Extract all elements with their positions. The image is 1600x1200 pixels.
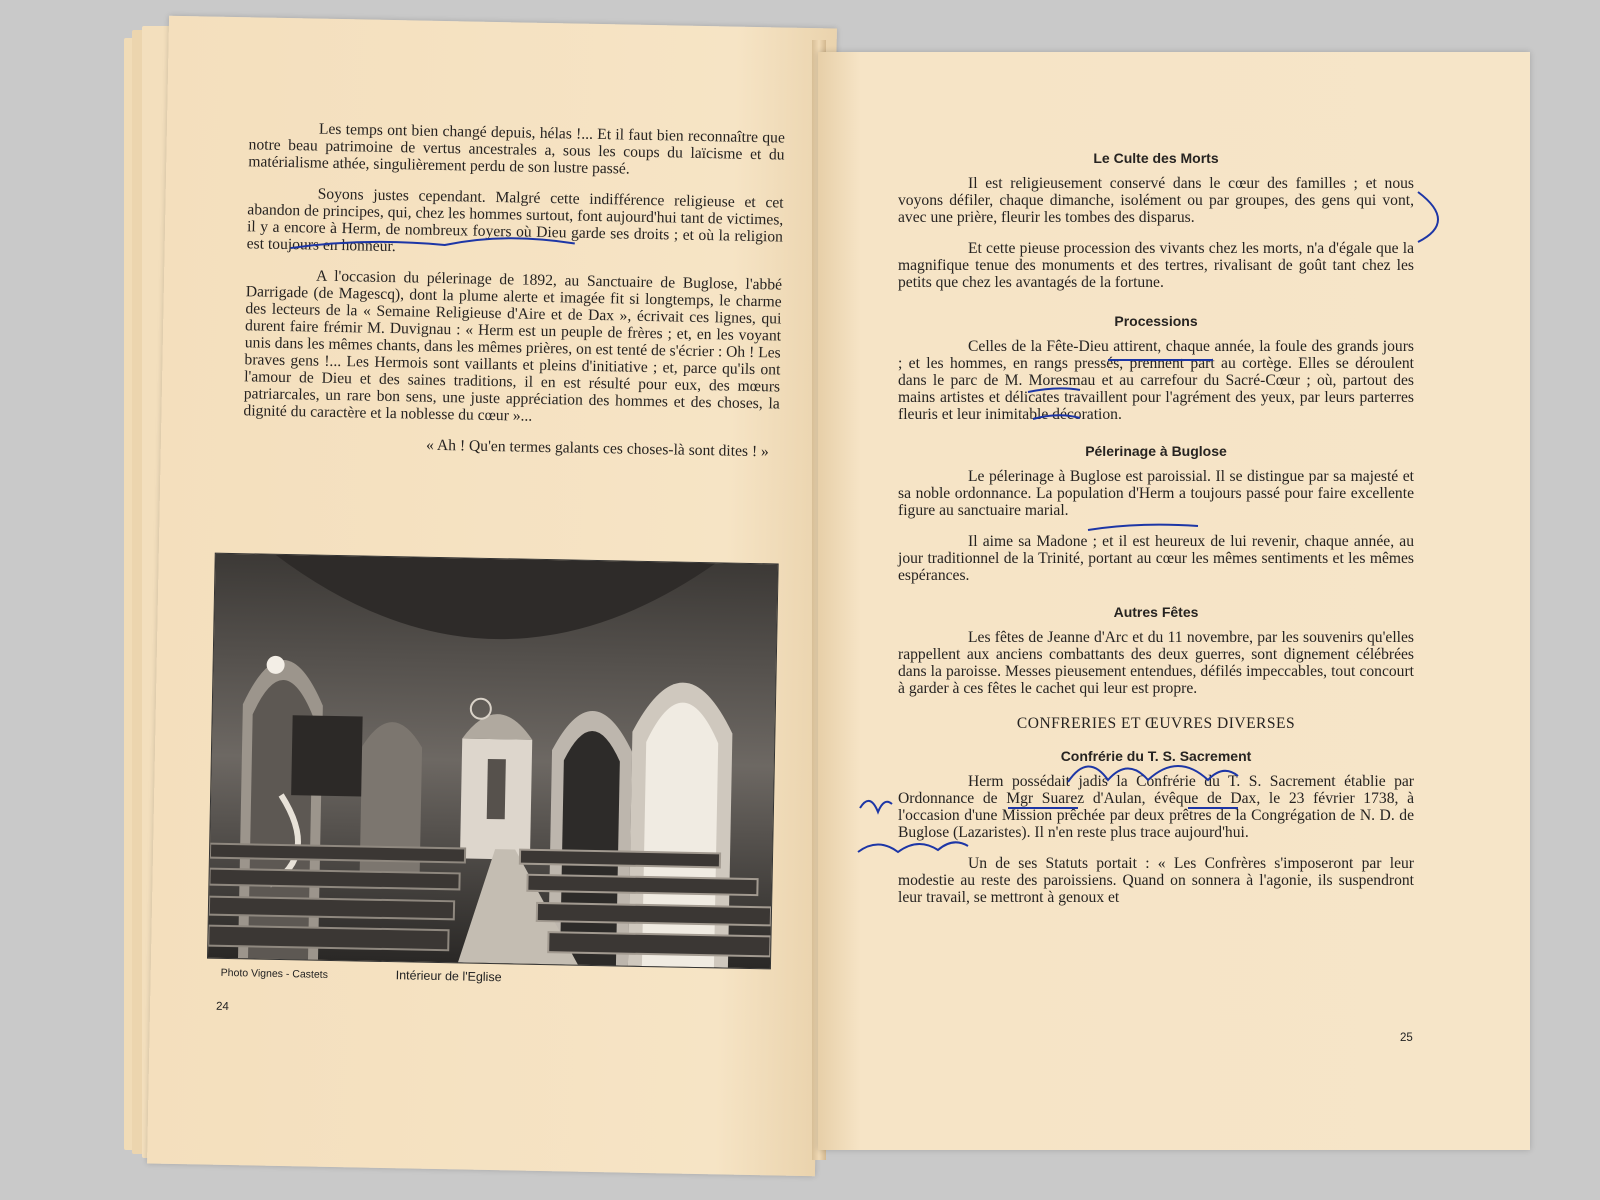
- left-page-text: [242, 119, 785, 474]
- paragraph: Le pélerinage à Buglose est paroissial. Il se distingue par sa majesté et sa noble ordonnance. La population d'Herm a toujours passé pour faire excellente figure au sanctuaire marial.: [898, 468, 1414, 519]
- subsection-heading: Confrérie du T. S. Sacrement: [1060, 748, 1252, 764]
- right-page: [818, 52, 1530, 1150]
- church-interior-photo: [207, 553, 779, 970]
- paragraph: Il est religieusement conservé dans le cœur des familles ; et nous voyons défiler, chaque dimanche, isolément ou par groupes, des gens qui vont, avec une prière, fleurir les tombes des disparus.: [898, 175, 1414, 226]
- section-heading: Le Culte des Morts: [1093, 150, 1219, 166]
- quote-line: « Ah ! Qu'en termes galants ces choses-là sont dites ! »: [425, 436, 769, 461]
- left-page: [147, 16, 837, 1177]
- paragraph: Celles de la Fête-Dieu attirent, chaque année, la foule des grands jours ; et les hommes, en rangs pressés, prennent part au cortège. Elles se déroulent dans le parc de M. Moresmau et au carrefour du Sacré-Cœur ; où, partout des mains artistes et délicates travaillent pour l'agrément des yeux, par leurs parterres fleuris et leur inimitable décoration.: [898, 338, 1414, 423]
- section-heading: Processions: [1114, 313, 1198, 329]
- paragraph: Les temps ont bien changé depuis, hélas !... Et il faut bien reconnaître que notre beau patrimoine de vertus ancestrales a, sous les coups du laïcisme et du matérialisme athée, singulièrement perdu de son lustre passé.: [248, 120, 786, 178]
- photo-credit: Photo Vignes - Castets: [220, 966, 329, 981]
- section-heading: Pélerinage à Buglose: [1085, 443, 1227, 459]
- page-number: 25: [1400, 1032, 1413, 1044]
- right-page-text: [898, 150, 1414, 920]
- paragraph: Herm possédait jadis la Confrérie du T. S. Sacrement établie par Ordonnance de Mgr Suarez d'Aulan, évêque de Dax, le 23 février 1738, à l'occasion d'une Mission prêchée par deux prêtres de la Congrégation de N. D. de Buglose (Lazaristes). Il n'en reste plus trace aujourd'hui.: [898, 773, 1414, 841]
- paragraph: Et cette pieuse procession des vivants chez les morts, n'a d'égale que la magnifique tenue des monuments et des tertres, rivalisant de goût tant chez les petits que chez les avantagés de la fortune.: [898, 240, 1414, 291]
- church-interior-illustration: [208, 554, 778, 969]
- paragraph: Soyons justes cependant. Malgré cette indifférence religieuse et cet abandon de principes, qui, chez les hommes surtout, font aujourd'hui tant de victimes, il y a encore à Herm, de nombreux foyers où Dieu garde ses droits ; et où la religion est toujours en honneur.: [246, 185, 784, 256]
- paragraph: Les fêtes de Jeanne d'Arc et du 11 novembre, par les souvenirs qu'elles rappellent aux anciens combattants des deux guerres, sont dignement célébrées dans la paroisse. Messes pieusement entendues, défilés impeccables, tout concourt à garder à ces fêtes le cachet qui leur est propre.: [898, 629, 1414, 697]
- paragraph: Il aime sa Madone ; et il est heureux de lui revenir, chaque année, au jour traditionnel de la Trinité, portant au cœur les mêmes sentiments et les mêmes espérances.: [898, 533, 1414, 584]
- section-heading: Autres Fêtes: [1113, 604, 1199, 620]
- photo-caption: Intérieur de l'Eglise: [395, 968, 502, 985]
- paragraph: A l'occasion du pélerinage de 1892, au Sanctuaire de Buglose, l'abbé Darrigade (de Magescq), dont la plume alerte et imagée fit si longtemps, le charme des lecteurs de la « Semaine Religieuse d'Aire et de Dax », écrivait ces lignes, qui durent faire frémir M. Duvignau : « Herm est un peuple de frères ; et, en les voyant unis dans les mêmes chants, dans les mêmes prières, on est tenté de s'écrier : Oh ! Les braves gens !... Les Hermois sont vaillants et pleins d'initiative ; et, parce qu'ils ont l'amour de Dieu et des saines traditions, il en est résulté pour eux, des mœurs patriarcales, un rare bon sens, une juste appréciation des hommes et des choses, la dignité du caractère et la noblesse du cœur »...: [243, 267, 783, 425]
- page-number: 24: [215, 1000, 229, 1014]
- major-heading: CONFRERIES ET ŒUVRES DIVERSES: [1016, 715, 1296, 732]
- paragraph: Un de ses Statuts portait : « Les Confrères s'imposeront par leur modestie au reste des paroissiens. Quand on sonnera à l'agonie, ils suspendront leur travail, se mettront à genoux et: [898, 855, 1414, 906]
